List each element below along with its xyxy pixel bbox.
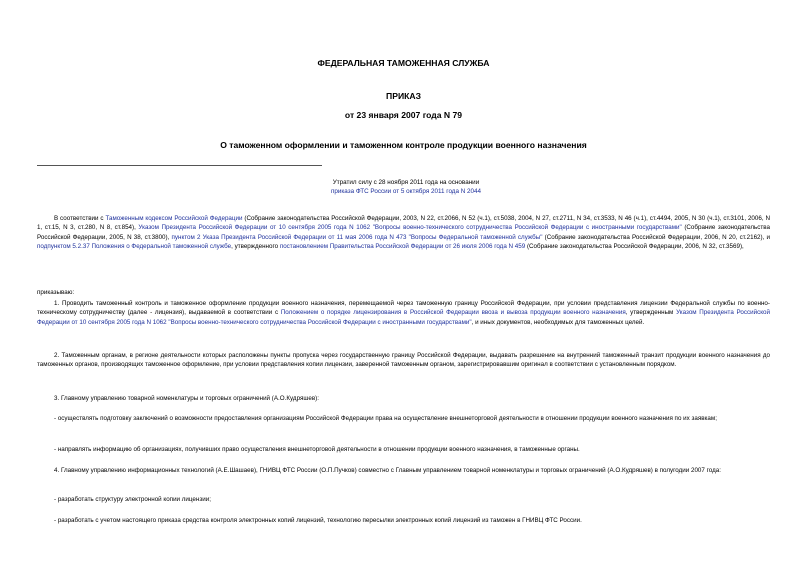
preamble-text: (Собрание законодательства Российской Федерации, 2003, N 22, ст.2066, N 52 (ч.1), ст.5038, 2004, N 27, ст.2711, N 34, ст.3533, N 46 (ч.1), ст.4494, 2005, N 30 (ч.1), ст.3101, 2006, N 1, ст.15, N 3, ст.280, N 8, ст.854), [37, 215, 771, 232]
separator-line [37, 165, 322, 166]
item-4a-paragraph: - разработать структуру электронной копии лицензии; [54, 496, 211, 503]
presidential-decree-1062-link[interactable]: Указом Президента Российской Федерации от 10 сентября 2005 года N 1062 "Вопросы военно-технического сотрудничества Российской Федерации с иностранными государствами" [37, 309, 771, 326]
order-word: приказываю: [37, 289, 75, 296]
item-3-paragraph: 3. Главному управлению товарной номенклатуры и торговых ограничений (А.О.Кудряшев): [54, 395, 319, 402]
document-date: от 23 января 2007 года N 79 [344, 110, 463, 120]
preamble-text: (Собрание законодательства Российской Федерации, 2006, N 32, ст.3569), [525, 243, 744, 251]
item-3b-paragraph: - направлять информацию об организациях, получивших право осуществления внешнеторговой деятельности в отношении продукции военного назначения, в таможенные органы. [54, 446, 580, 453]
presidential-decree-1062-link[interactable]: Указом Президента Российской Федерации от 10 сентября 2005 года N 1062 "Вопросы военно-технического сотрудничества Российской Федерации с иностранными государствами" [138, 224, 682, 232]
customs-code-link[interactable]: Таможенным кодексом Российской Федерации [105, 215, 243, 222]
presidential-decree-473-link[interactable]: пунктом 2 Указа Президента Российской Федерации от 11 мая 2006 года N 473 "Вопросы Федеральной таможенной службы" [171, 233, 543, 241]
government-resolution-459-link[interactable]: постановлением Правительства Российской Федерации от 26 июля 2006 года N 459 [279, 243, 526, 251]
document-subject: О таможенном оформлении и таможенном контроле продукции военного назначения [220, 140, 587, 150]
item-3a-paragraph: - осуществлять подготовку заключений о возможности предоставления организациям Российской Федерации права на осуществление внешнеторговой деятельности в отношении продукции военного назначения по их заявкам; [54, 415, 717, 422]
preamble-text: (Собрание законодательства Российской Федерации, 2006, N 20, ст.2162), и [542, 233, 770, 241]
item-2-paragraph: 2. Таможенным органам, в регионе деятельности которых расположены пункты пропуска через государственную границу Российской Федерации, выдавать разрешение на внутренний таможенный транзит продукции военного назначения до таможенных органов, производящих таможенное оформление, при условии представления копии лицензии, заверенной таможенным органом, зарегистрировавшим оригинал в соответствии с установленным порядком. [37, 352, 770, 369]
preamble-text: (Собрание законодательства Российской Федерации, 2005, N 38, ст.3800), [37, 224, 771, 241]
status-note [306, 178, 506, 196]
licensing-regulation-link[interactable]: Положением о порядке лицензирования в Российской Федерации ввоза и вывоза продукции военного назначения [280, 309, 626, 317]
agency-title: ФЕДЕРАЛЬНАЯ ТАМОЖЕННАЯ СЛУЖБА [317, 58, 490, 68]
item-1-text: 1. Проводить таможенный контроль и таможенное оформление продукции военного назначения, перемещаемой через таможенную границу Российской Федерации, при условии представления лицензии Федеральной службы по военно-техническому сотрудничеству (далее - лицензия), выдаваемой в соответствии с [37, 300, 770, 317]
status-note-text: Утратил силу с 28 ноября 2011 года на основании [332, 179, 480, 186]
preamble-paragraph [37, 214, 770, 252]
item-1-text: , и иных документов, необходимых для таможенных целей. [471, 318, 645, 326]
fts-regulation-link[interactable]: подпунктом 5.2.37 Положения о Федеральной таможенной службе [37, 243, 232, 251]
document-type: ПРИКАЗ [386, 91, 421, 101]
item-4-paragraph: 4. Главному управлению информационных технологий (А.Е.Шашаев), ГНИВЦ ФТС России (О.П.Пучков) совместно с Главным управлением товарной номенклатуры и торговых ограничений (А.О.Кудряшев) в полугодии 2007 года: [54, 467, 721, 474]
item-4b-paragraph: - разработать с учетом настоящего приказа средства контроля электронных копий лицензий, технологию пересылки электронных копий лицензий из таможен в ГНИВЦ ФТС России. [54, 517, 582, 524]
preamble-text: В соответствии с [54, 215, 106, 222]
item-1-text: , утвержденным [625, 309, 677, 317]
preamble-text: , утвержденного [231, 243, 280, 251]
repeal-order-link[interactable]: приказа ФТС России от 5 октября 2011 года N 2044 [330, 188, 482, 195]
item-1-paragraph [37, 299, 770, 327]
